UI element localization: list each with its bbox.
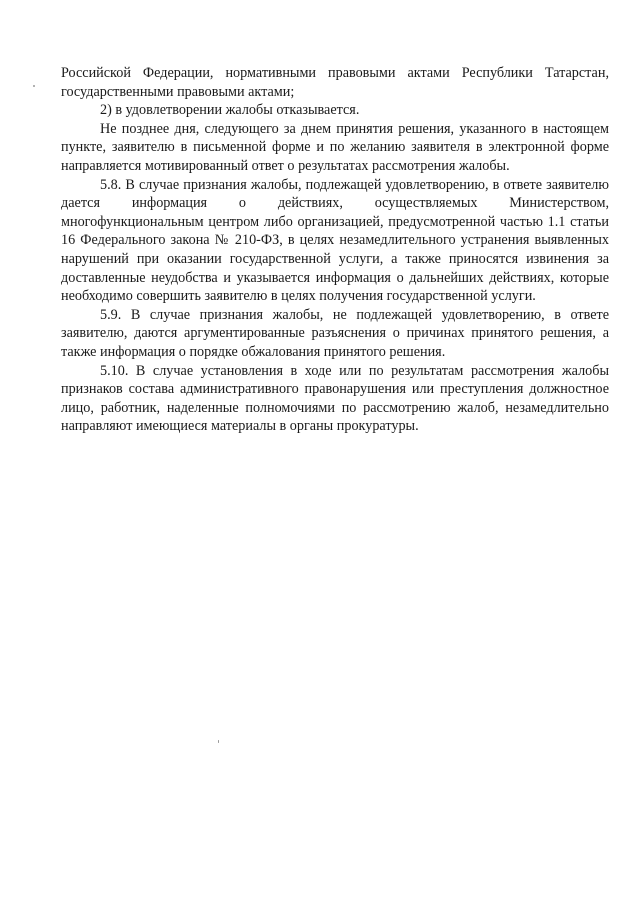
paragraph-response-deadline: Не позднее дня, следующего за днем принятия решения, указанного в настоящем пункте, заявителю в письменной форме и по желанию заявителя в электронной форме направляется мотивированный ответ о результатах рассмотрения жалобы.: [61, 120, 609, 174]
scan-speck: [218, 740, 219, 743]
scan-speck: [33, 85, 35, 87]
paragraph-clause-5-8: 5.8. В случае признания жалобы, подлежащей удовлетворению, в ответе заявителю дается информация о действиях, осуществляемых Министерством, многофункциональным центром либо организацией, предусмотренной частью 1.1 статьи 16 Федерального закона № 210-ФЗ, в целях незамедлительного устранения выявленных нарушений при оказании государственной услуги, а также приносятся извинения за доставленные неудобства и указывается информация о дальнейших действиях, которые необходимо совершить заявителю в целях получения государственной услуги.: [61, 176, 609, 305]
paragraph-continuation: Российской Федерации, нормативными правовыми актами Республики Татарстан, государственными правовыми актами;: [61, 65, 609, 100]
paragraph-clause-5-9: 5.9. В случае признания жалобы, не подлежащей удовлетворению, в ответе заявителю, даются аргументированные разъяснения о причинах принятого решения, а также информация о порядке обжалования принятого решения.: [61, 306, 609, 360]
document-body: [61, 64, 609, 436]
paragraph-clause-5-10: 5.10. В случае установления в ходе или по результатам рассмотрения жалобы признаков состава административного правонарушения или преступления должностное лицо, работник, наделенные полномочиями по рассмотрению жалоб, незамедлительно направляют имеющиеся материалы в органы прокуратуры.: [61, 362, 609, 435]
paragraph-item-2: 2) в удовлетворении жалобы отказывается.: [100, 102, 360, 119]
